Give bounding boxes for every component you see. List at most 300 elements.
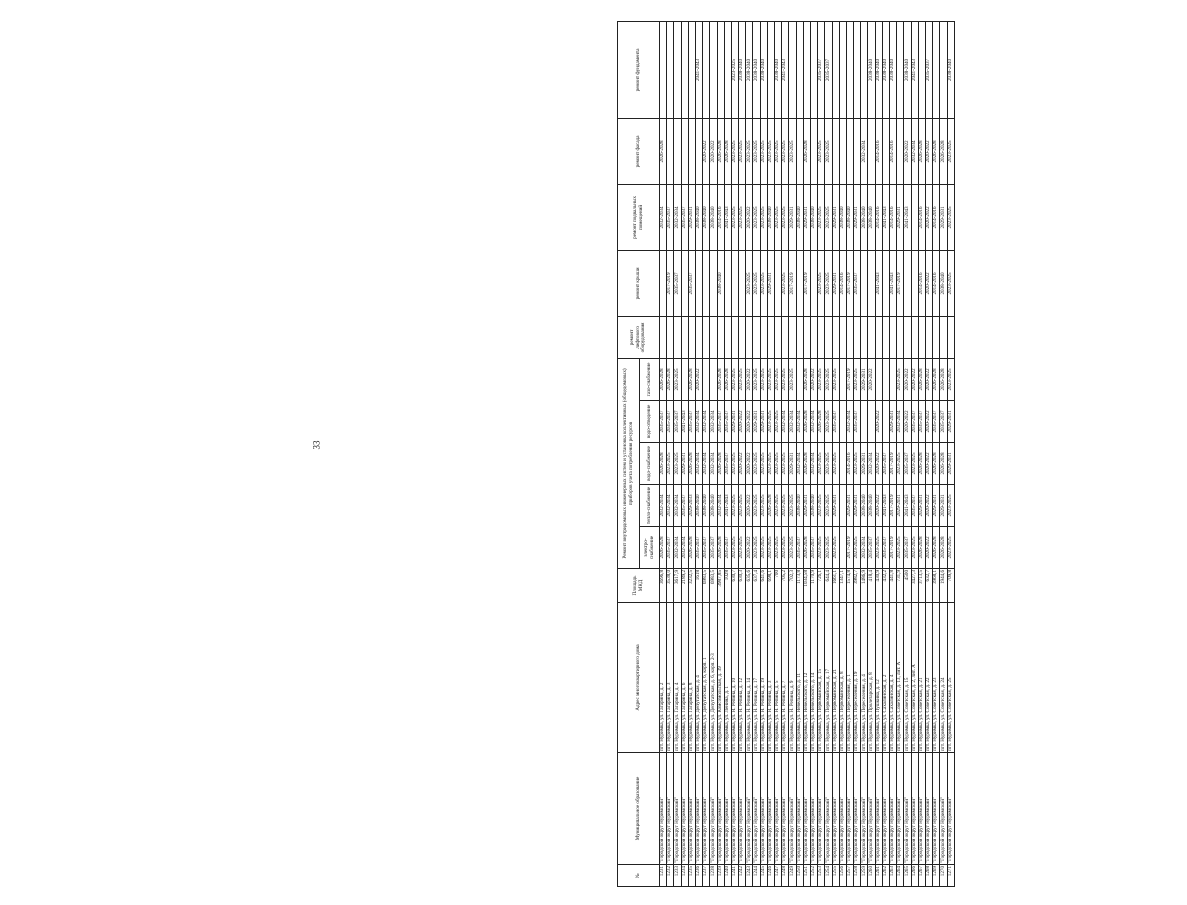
electro-cell: 2035-2037 [868, 527, 875, 569]
heat-cell: 2029-2031 [832, 485, 839, 527]
water-cell: 2023-2025 [667, 443, 674, 485]
roof-cell [904, 250, 911, 316]
electro-cell: 2032-2034 [674, 527, 681, 569]
drain-cell: 2035-2037 [854, 401, 861, 443]
page-number: 33 [311, 440, 322, 450]
electro-cell: 2035-2037 [724, 527, 731, 569]
address-cell: пгт. Нуримка, ул. Депутатская, д. 6, корп. 2-3 [710, 603, 717, 753]
drain-cell: 2029-2031 [760, 401, 767, 443]
gas-cell: 2020-2022 [925, 358, 932, 400]
roof-cell: 2020-2022 [925, 250, 932, 316]
roof-cell: 2029-2031 [832, 250, 839, 316]
address-cell: пгт. Нуримка, ул. Н. Репина, д. 7 [782, 603, 789, 753]
rotated-table-container [617, 22, 1187, 887]
water-cell: 2020-2022 [875, 443, 882, 485]
municipality-cell: "Городской округ Нуримский" [717, 753, 724, 865]
elevator-cell [796, 316, 803, 358]
address-cell: пгт. Нуримка, ул. Советская, д. 2, лит. А [911, 603, 918, 753]
municipality-cell: "Городской округ Нуримский" [724, 753, 731, 865]
heat-cell: 2041-2043 [904, 485, 911, 527]
header-elevator: ремонт лифтового оборудования [618, 316, 660, 358]
roof-cell: 2017-2019 [667, 250, 674, 316]
area-cell: 1347,1 [839, 569, 846, 603]
table-row [897, 21, 904, 886]
municipality-cell: "Городской округ Нуримский" [868, 753, 875, 865]
table-row [825, 21, 832, 886]
electro-cell: 2035-2037 [703, 527, 710, 569]
address-cell: пгт. Нуримка, ул. Советская, д. 25 [947, 603, 954, 753]
water-cell: 2026-2028 [933, 443, 940, 485]
roof-cell [731, 250, 738, 316]
drain-cell: 2020-2022 [746, 401, 753, 443]
facade-cell: 2023-2025 [775, 118, 782, 184]
facade-cell: 2023-2025 [947, 118, 954, 184]
foundation-cell [940, 21, 947, 118]
elevator-cell [767, 316, 774, 358]
area-cell: 1618 [695, 569, 702, 603]
municipality-cell: "Городской округ Нуримский" [796, 753, 803, 865]
address-cell: пгт. Нуримка, ул. Невельского, д. 14 [810, 603, 817, 753]
elevator-cell [904, 316, 911, 358]
roof-cell: 2017-2019 [897, 250, 904, 316]
municipality-cell: "Городской округ Нуримский" [710, 753, 717, 865]
elevator-cell [660, 316, 667, 358]
foundation-cell: 2038-2040 [746, 21, 753, 118]
water-cell: 2035-2037 [724, 443, 731, 485]
address-cell: пгт. Нуримка, ул. Переселения, д. 19 [854, 603, 861, 753]
facade-cell [674, 118, 681, 184]
water-cell: 2026-2028 [803, 443, 810, 485]
elevator-cell [674, 316, 681, 358]
drain-cell: 2035-2037 [674, 401, 681, 443]
heat-cell: 2020-2022 [875, 485, 882, 527]
foundation-cell: 2038-2040 [760, 21, 767, 118]
heat-cell: 2020-2022 [746, 485, 753, 527]
row-number: 1271 [947, 865, 954, 887]
water-cell: 2035-2037 [904, 443, 911, 485]
basement-cell: 2020-2022 [746, 184, 753, 250]
row-number: 1234 [681, 865, 688, 887]
electro-cell: 2026-2028 [933, 527, 940, 569]
electro-cell: 2026-2028 [940, 527, 947, 569]
foundation-cell [854, 21, 861, 118]
basement-cell: 2038-2040 [861, 184, 868, 250]
facade-cell: 2020-2022 [703, 118, 710, 184]
gas-cell: 2020-2022 [904, 358, 911, 400]
electro-cell: 2023-2025 [760, 527, 767, 569]
heat-cell: 2023-2025 [825, 485, 832, 527]
row-number: 1269 [933, 865, 940, 887]
repair-schedule-table [617, 21, 955, 887]
area-cell: 698,1 [767, 569, 774, 603]
drain-cell: 2020-2022 [925, 401, 932, 443]
electro-cell: 2026-2028 [803, 527, 810, 569]
basement-cell: 2023-2025 [731, 184, 738, 250]
drain-cell: 2035-2037 [688, 401, 695, 443]
heat-cell: 2038-2040 [861, 485, 868, 527]
address-cell: пгт. Нуримка, ул. Советская, д. 21 [918, 603, 925, 753]
roof-cell: 2017-2019 [789, 250, 796, 316]
water-cell: 2032-2034 [796, 443, 803, 485]
address-cell: пгт. Нуримка, ул. Гагарина, д. 3 [667, 603, 674, 753]
foundation-cell [789, 21, 796, 118]
area-cell: 1486,9 [861, 569, 868, 603]
area-cell: 702,3 [789, 569, 796, 603]
drain-cell: 2035-2037 [724, 401, 731, 443]
address-cell: пгт. Нуримка, ул. Первомайская, д. 8 [839, 603, 846, 753]
roof-cell: 2035-2037 [688, 250, 695, 316]
address-cell: пгт. Нуримка, ул. Пролетарская, д. 8 [868, 603, 875, 753]
basement-cell: 2038-2040 [695, 184, 702, 250]
roof-cell: 2014-2016 [839, 250, 846, 316]
elevator-cell [688, 316, 695, 358]
gas-cell: 2023-2025 [767, 358, 774, 400]
electro-cell: 2023-2025 [775, 527, 782, 569]
facade-cell: 2014-2016 [890, 118, 897, 184]
gas-cell: 2020-2022 [810, 358, 817, 400]
facade-cell [846, 118, 853, 184]
roof-cell [710, 250, 717, 316]
table-row [703, 21, 710, 886]
water-cell: 2026-2028 [660, 443, 667, 485]
heat-cell: 2041-2043 [882, 485, 889, 527]
basement-cell: 2038-2040 [868, 184, 875, 250]
area-cell: 4500 [904, 569, 911, 603]
heat-cell: 2032-2034 [717, 485, 724, 527]
table-body [660, 21, 955, 886]
roof-cell [739, 250, 746, 316]
gas-cell: 2026-2028 [667, 358, 674, 400]
water-cell: 2023-2025 [775, 443, 782, 485]
water-cell: 2023-2025 [731, 443, 738, 485]
heat-cell: 2032-2034 [660, 485, 667, 527]
address-cell: пгт. Нуримка, ул. Первомайская, д. 15 [818, 603, 825, 753]
water-cell: 2023-2025 [825, 443, 832, 485]
heat-cell: 2023-2025 [753, 485, 760, 527]
gas-cell: 2023-2025 [789, 358, 796, 400]
heat-cell: 2041-2043 [724, 485, 731, 527]
area-cell: 432,2 [882, 569, 889, 603]
foundation-cell: 2035-2037 [818, 21, 825, 118]
gas-cell: 2026-2028 [724, 358, 731, 400]
heat-cell: 2029-2031 [897, 485, 904, 527]
table-row [933, 21, 940, 886]
drain-cell: 2032-2034 [789, 401, 796, 443]
foundation-cell: 2038-2040 [882, 21, 889, 118]
basement-cell: 2041-2043 [724, 184, 731, 250]
area-cell: 1034,58 [803, 569, 810, 603]
foundation-cell: 2038-2040 [947, 21, 954, 118]
roof-cell: 2023-2025 [746, 250, 753, 316]
row-number: 1258 [854, 865, 861, 887]
roof-cell: 2023-2025 [782, 250, 789, 316]
heat-cell: 2023-2025 [818, 485, 825, 527]
area-cell: 3987,85 [717, 569, 724, 603]
heat-cell: 2029-2031 [803, 485, 810, 527]
water-cell: 2023-2025 [832, 443, 839, 485]
drain-cell: 2023-2025 [825, 401, 832, 443]
electro-cell: 2023-2025 [731, 527, 738, 569]
elevator-cell [854, 316, 861, 358]
drain-cell: 2029-2031 [731, 401, 738, 443]
elevator-cell [717, 316, 724, 358]
table-row [832, 21, 839, 886]
area-cell: 1661,1 [832, 569, 839, 603]
municipality-cell: "Городской округ Нуримский" [839, 753, 846, 865]
facade-cell: 2023-2025 [760, 118, 767, 184]
elevator-cell [918, 316, 925, 358]
elevator-cell [875, 316, 882, 358]
municipality-cell: "Городской округ Нуримский" [861, 753, 868, 865]
gas-cell: 2020-2022 [911, 358, 918, 400]
heat-cell: 2035-2037 [681, 485, 688, 527]
header-basement: ремонт подвальных помещений [618, 184, 660, 250]
row-number: 1263 [890, 865, 897, 887]
address-cell: пгт. Нуримка, ул. Гагарина, д. 6 [681, 603, 688, 753]
water-cell: 2020-2022 [925, 443, 932, 485]
elevator-cell [933, 316, 940, 358]
heat-cell: 2029-2033 [688, 485, 695, 527]
drain-cell: 2032-2034 [796, 401, 803, 443]
drain-cell: 2035-2037 [832, 401, 839, 443]
municipality-cell: "Городской округ Нуримский" [760, 753, 767, 865]
drain-cell: 2035-2037 [660, 401, 667, 443]
facade-cell: 2023-2025 [789, 118, 796, 184]
gas-cell: 2026-2028 [940, 358, 947, 400]
row-number: 1243 [746, 865, 753, 887]
row-number: 1245 [760, 865, 767, 887]
gas-cell: 2023-2025 [782, 358, 789, 400]
foundation-cell: 2041-2043 [911, 21, 918, 118]
foundation-cell [796, 21, 803, 118]
electro-cell: 2023-2025 [897, 527, 904, 569]
water-cell: 2023-2025 [854, 443, 861, 485]
row-number: 1235 [688, 865, 695, 887]
municipality-cell: "Городской округ Нуримский" [890, 753, 897, 865]
area-cell: 1028 [724, 569, 731, 603]
row-number: 1255 [832, 865, 839, 887]
address-cell: пгт. Нуримка, ул. Советская, д. 24 [940, 603, 947, 753]
table-row [739, 21, 746, 886]
electro-cell: 2035-2037 [695, 527, 702, 569]
facade-cell [681, 118, 688, 184]
address-cell: пгт. Нуримка, ул. Н. Репина, д. 14 [746, 603, 753, 753]
basement-cell: 2032-2034 [674, 184, 681, 250]
foundation-cell [846, 21, 853, 118]
facade-cell [897, 118, 904, 184]
table-row [789, 21, 796, 886]
area-cell: 630,7 [731, 569, 738, 603]
area-cell: 726,1 [818, 569, 825, 603]
heat-cell: 2038-2040 [703, 485, 710, 527]
gas-cell: 2020-2022 [746, 358, 753, 400]
header-water: водо-снабжение [640, 443, 660, 485]
header-address: Адрес многоквартирного дома [618, 603, 660, 753]
basement-cell: 2035-2037 [667, 184, 674, 250]
area-cell: 731,9 [897, 569, 904, 603]
water-cell: 2029-2031 [947, 443, 954, 485]
elevator-cell [825, 316, 832, 358]
roof-cell: 2023-2025 [825, 250, 832, 316]
gas-cell [875, 358, 882, 400]
roof-cell: 2023-2025 [753, 250, 760, 316]
address-cell: пгт. Нуримка, ул. Советская, д. 15 [904, 603, 911, 753]
municipality-cell: "Городской округ Нуримский" [882, 753, 889, 865]
water-cell: 2026-2028 [940, 443, 947, 485]
basement-cell: 2014-2016 [875, 184, 882, 250]
gas-cell: 2023-2025 [775, 358, 782, 400]
heat-cell: 2038-2040 [810, 485, 817, 527]
heat-cell: 2020-2022 [925, 485, 932, 527]
area-cell: 641,6 [760, 569, 767, 603]
drain-cell [861, 401, 868, 443]
gas-cell: 2023-2025 [832, 358, 839, 400]
water-cell: 2023-2025 [674, 443, 681, 485]
municipality-cell: "Городской округ Нуримский" [782, 753, 789, 865]
roof-cell: 2017-2019 [846, 250, 853, 316]
gas-cell [882, 358, 889, 400]
basement-cell: 2014-2016 [918, 184, 925, 250]
municipality-cell: "Городской округ Нуримский" [933, 753, 940, 865]
header-area: Площадь МКД [618, 569, 660, 603]
basement-cell: 2014-2016 [717, 184, 724, 250]
facade-cell: 2023-2025 [753, 118, 760, 184]
row-number: 1242 [739, 865, 746, 887]
roof-cell [695, 250, 702, 316]
drain-cell: 2023-2025 [767, 401, 774, 443]
heat-cell: 2032-2034 [667, 485, 674, 527]
address-cell: пгт. Нуримка, ул. Первомайская, д. 21 [832, 603, 839, 753]
basement-cell: 2035-2037 [681, 184, 688, 250]
heat-cell: 2023-2025 [731, 485, 738, 527]
area-cell: 637,4 [753, 569, 760, 603]
area-cell: 1170,9 [810, 569, 817, 603]
row-number: 1270 [940, 865, 947, 887]
basement-cell: 2023-2025 [947, 184, 954, 250]
header-roof: ремонт крыши [618, 250, 660, 316]
row-number: 1238 [710, 865, 717, 887]
row-number: 1264 [897, 865, 904, 887]
elevator-cell [947, 316, 954, 358]
gas-cell [703, 358, 710, 400]
basement-cell: 2029-2031 [832, 184, 839, 250]
basement-cell: 2038-2040 [703, 184, 710, 250]
foundation-cell: 2038-2040 [775, 21, 782, 118]
basement-cell: 2041-2043 [904, 184, 911, 250]
water-cell: 2026-2028 [717, 443, 724, 485]
roof-cell: 2038-2040 [940, 250, 947, 316]
area-cell: 1574,8 [846, 569, 853, 603]
municipality-cell: "Городской округ Нуримский" [688, 753, 695, 865]
municipality-cell: "Городской округ Нуримский" [875, 753, 882, 865]
header-internal-systems: Ремонт внутридомовых инженерных систем и установка коллективных (общедомовых) приборов учета потребления ресурсов [618, 358, 640, 568]
basement-cell: 2029-2031 [940, 184, 947, 250]
water-cell: 2029-2031 [789, 443, 796, 485]
row-number: 1249 [789, 865, 796, 887]
foundation-cell: 2035-2037 [825, 21, 832, 118]
electro-cell: 2023-2025 [832, 527, 839, 569]
area-cell: 3617,9 [674, 569, 681, 603]
electro-cell: 2017-2019 [890, 527, 897, 569]
electro-cell: 2026-2028 [688, 527, 695, 569]
drain-cell: 2035-2037 [717, 401, 724, 443]
address-cell: пгт. Нуримка, ул. Советская, д. 13, лит. А [897, 603, 904, 753]
address-cell: пгт. Нуримка, ул. Сахалинская, д. 2 [882, 603, 889, 753]
roof-cell: 2014-2016 [933, 250, 940, 316]
basement-cell: 2014-2016 [933, 184, 940, 250]
municipality-cell: "Городской округ Нуримский" [731, 753, 738, 865]
municipality-cell: "Городской округ Нуримский" [818, 753, 825, 865]
basement-cell: 2029-2031 [789, 184, 796, 250]
gas-cell: 2020-2022 [868, 358, 875, 400]
elevator-cell [695, 316, 702, 358]
table-row [861, 21, 868, 886]
drain-cell: 2041-2043 [681, 401, 688, 443]
basement-cell: 2023-2025 [818, 184, 825, 250]
address-cell: пгт. Нуримка, ул. Невельского, д. 11 [796, 603, 803, 753]
elevator-cell [803, 316, 810, 358]
water-cell: 2035-2037 [882, 443, 889, 485]
heat-cell: 2029-2031 [933, 485, 940, 527]
elevator-cell [861, 316, 868, 358]
facade-cell [667, 118, 674, 184]
row-number: 1246 [767, 865, 774, 887]
electro-cell: 2026-2028 [660, 527, 667, 569]
municipality-cell: "Городской округ Нуримский" [703, 753, 710, 865]
gas-cell: 2023-2025 [947, 358, 954, 400]
foundation-cell: 2038-2040 [753, 21, 760, 118]
row-number: 1254 [825, 865, 832, 887]
drain-cell: 2035-2037 [667, 401, 674, 443]
address-cell: пгт. Нуримка, ул. Н. Репина, д. 12 [739, 603, 746, 753]
drain-cell: 2029-2031 [753, 401, 760, 443]
municipality-cell: "Городской округ Нуримский" [695, 753, 702, 865]
foundation-cell [703, 21, 710, 118]
municipality-cell: "Городской округ Нуримский" [925, 753, 932, 865]
row-number: 1252 [810, 865, 817, 887]
facade-cell [832, 118, 839, 184]
gas-cell: 2026-2028 [717, 358, 724, 400]
water-cell: 2026-2028 [918, 443, 925, 485]
facade-cell: 2023-2025 [818, 118, 825, 184]
area-cell: 418,4 [868, 569, 875, 603]
drain-cell: 2029-2031 [890, 401, 897, 443]
address-cell: пгт. Нуримка, ул. Депутатская, д. 6, корп. 1 [703, 603, 710, 753]
facade-cell: 2023-2025 [739, 118, 746, 184]
roof-cell: 2014-2016 [918, 250, 925, 316]
elevator-cell [839, 316, 846, 358]
municipality-cell: "Городской округ Нуримский" [674, 753, 681, 865]
foundation-cell: 2038-2040 [904, 21, 911, 118]
table-row [947, 21, 954, 886]
header-municipality: Муниципальное образование [618, 753, 660, 865]
gas-cell: 2029-2031 [861, 358, 868, 400]
drain-cell: 2032-2034 [897, 401, 904, 443]
address-cell: пгт. Нуримка, ул. Н. Репина, д. 17 [753, 603, 760, 753]
address-cell: пгт. Нуримка, ул. Н. Репина, д. 9 [789, 603, 796, 753]
elevator-cell [890, 316, 897, 358]
elevator-cell [681, 316, 688, 358]
address-cell: пгт. Нуримка, ул. Н. Репина, д. 10 [731, 603, 738, 753]
electro-cell: 2023-2025 [911, 527, 918, 569]
area-cell: 644,4 [825, 569, 832, 603]
foundation-cell: 2041-2043 [782, 21, 789, 118]
municipality-cell: "Городской округ Нуримский" [746, 753, 753, 865]
water-cell: 2023-2025 [767, 443, 774, 485]
area-cell: 3968,1 [933, 569, 940, 603]
municipality-cell: "Городской округ Нуримский" [767, 753, 774, 865]
area-cell: 3538,0 [667, 569, 674, 603]
